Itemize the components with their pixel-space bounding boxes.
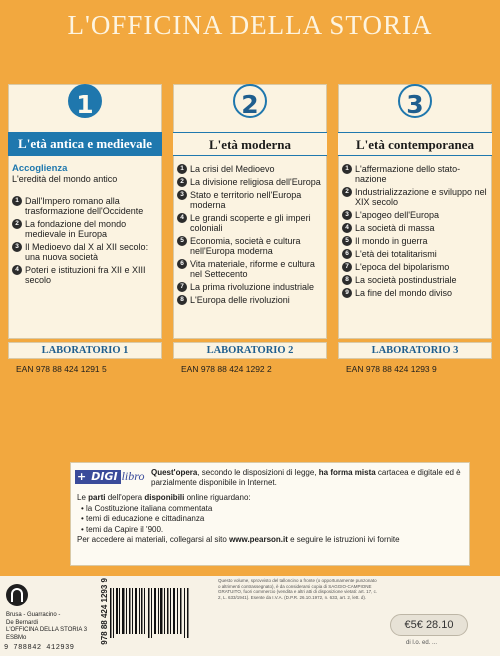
item-text: Il mondo in guerra <box>355 236 428 246</box>
access-pre: Per accedere ai materiali, collegarsi al sito <box>77 535 230 544</box>
digi-libro-word: libro <box>121 469 145 483</box>
item-text: Poteri e istituzioni fra XII e XIII secolo <box>25 265 146 285</box>
number-badge: 7 <box>342 262 352 272</box>
digital-parts <box>77 493 457 546</box>
volume-3 <box>338 84 492 386</box>
access-site: www.pearson.it <box>229 535 288 544</box>
number-badge: 5 <box>177 236 187 246</box>
list-item <box>342 236 490 246</box>
item-text: L'affermazione dello stato-nazione <box>355 164 461 184</box>
barcode-number: 9 788842 412939 <box>4 644 75 652</box>
ean-code: EAN 978 88 424 1293 9 <box>346 364 437 374</box>
digilibro-logo <box>75 469 144 484</box>
item-text: Vita materiale, riforme e cultura nel Settecento <box>190 259 315 279</box>
list-item <box>342 275 490 285</box>
list-item <box>12 242 160 262</box>
number-badge: 6 <box>342 249 352 259</box>
item-text: Industrializzazione e sviluppo nel XIX secolo <box>355 187 487 207</box>
digi-word: DIGI <box>88 470 120 484</box>
list-item <box>342 262 490 272</box>
list-item <box>177 282 325 292</box>
credit-line: Brusa - Guarracino - <box>6 612 61 618</box>
number-badge: 1 <box>12 196 22 206</box>
number-badge: 7 <box>177 282 187 292</box>
list-item <box>177 213 325 233</box>
list-item <box>177 259 325 279</box>
laboratorio-label: LABORATORIO 1 <box>8 342 162 359</box>
parts-item: temi di educazione e cittadinanza <box>86 514 205 523</box>
item-text: La società postindustriale <box>355 275 457 285</box>
list-item <box>12 265 160 285</box>
number-badge: 1 <box>342 164 352 174</box>
list-item: • la Costituzione italiana commentata <box>81 503 213 513</box>
list-item: • temi da Capire il '900. <box>81 524 164 534</box>
volume-heading: L'età contemporanea <box>338 132 492 156</box>
volume-number: 2 <box>241 90 259 119</box>
item-text: La divisione religiosa dell'Europa <box>190 177 321 187</box>
parts-post: online riguardano: <box>184 493 251 502</box>
list-item <box>342 210 490 220</box>
parts-intro <box>77 493 457 504</box>
volume-contents <box>12 164 160 288</box>
list-item <box>342 249 490 259</box>
volume-number: 1 <box>76 90 94 119</box>
item-text: Le grandi scoperte e gli imperi coloniali <box>190 213 311 233</box>
legal-notice: Questo volume, sprovvisto del talloncino a fronte (o opportunamente punzonato o altrimenti contrassegnato), è da considerarsi copia di SAGGIO-CAMPIONE GRATUITO, fuori commercio (vendita e altri atti di disposizione vietati: art. 17, c. 2, L. 633/1941). Esente da I.V.A. (D.P.R. 26.10.1972, n. 633, art. 2, lett. d). <box>218 578 378 600</box>
volume-heading: L'età moderna <box>173 132 327 156</box>
list-item <box>12 219 160 239</box>
book-title: L'OFFICINA DELLA STORIA <box>67 10 433 40</box>
item-text: L'epoca del bipolarismo <box>355 262 450 272</box>
item-text: Dall'Impero romano alla trasformazione dell'Occidente <box>25 196 144 216</box>
list-item <box>177 295 325 305</box>
ean-code: EAN 978 88 424 1291 5 <box>16 364 107 374</box>
credits <box>6 612 96 642</box>
parts-pre: Le <box>77 493 89 502</box>
item-text: La prima rivoluzione industriale <box>190 282 315 292</box>
list-item <box>342 223 490 233</box>
parts-item: la Costituzione italiana commentata <box>86 503 213 513</box>
list-item <box>342 164 490 184</box>
number-badge: 3 <box>12 242 22 252</box>
number-badge: 4 <box>12 265 22 275</box>
item-text: L'età dei totalitarismi <box>355 249 437 259</box>
number-badge: 2 <box>12 219 22 229</box>
parts-bold1: parti <box>88 493 106 502</box>
volume-contents <box>177 164 325 308</box>
list-item <box>342 288 490 298</box>
credit-line: L'OFFICINA DELLA STORIA 3 <box>6 627 88 633</box>
item-text: La società di massa <box>355 223 435 233</box>
item-text: Stato e territorio nell'Europa moderna <box>190 190 302 210</box>
list-item <box>177 164 325 174</box>
volume-contents <box>342 164 490 301</box>
number-badge: 2 <box>342 187 352 197</box>
laboratorio-label: LABORATORIO 2 <box>173 342 327 359</box>
accoglienza-subtitle: L'eredità del mondo antico <box>12 174 118 184</box>
list-item <box>177 236 325 256</box>
list-item <box>177 177 325 187</box>
number-badge: 4 <box>177 213 187 223</box>
item-text: La fine del mondo diviso <box>355 288 453 298</box>
sticker-text: di l.o. ed. ... <box>406 640 438 646</box>
price-sticker: €5€ 28.10 <box>390 614 468 636</box>
digi-intro-bold: Quest'opera <box>151 468 198 477</box>
parts-mid: dell'opera <box>105 493 145 502</box>
number-badge: 4 <box>342 223 352 233</box>
parts-bold2: disponibili <box>144 493 185 502</box>
access-instructions <box>77 535 457 546</box>
volume-heading: L'età antica e medievale <box>8 132 162 156</box>
item-text: Economia, società e cultura nell'Europa moderna <box>190 236 301 256</box>
number-badge: 9 <box>342 288 352 298</box>
access-post: e seguire le istruzioni ivi fornite <box>287 535 400 544</box>
list-item <box>342 187 490 207</box>
digi-intro-1: , secondo le disposizioni di legge, <box>197 468 319 477</box>
isbn-vertical: 978 88 424 1293 9 <box>100 578 109 645</box>
credit-line: De Bernardi <box>6 619 39 626</box>
volume-1 <box>8 84 162 386</box>
publisher-logo <box>6 584 28 606</box>
item-text: Il Medioevo dal X al XII secolo: una nuova società <box>25 242 149 262</box>
item-text: La fondazione del mondo medievale in Europa <box>25 219 127 239</box>
list-item: • temi di educazione e cittadinanza <box>81 514 205 523</box>
number-badge: 3 <box>342 210 352 220</box>
list-item <box>12 196 160 216</box>
number-badge: 8 <box>342 275 352 285</box>
item-text: La crisi del Medioevo <box>190 164 275 174</box>
item-text: L'Europa delle rivoluzioni <box>190 295 290 305</box>
number-badge: 5 <box>342 236 352 246</box>
volume-number: 3 <box>406 90 424 119</box>
accoglienza-title: Accoglienza <box>12 163 68 174</box>
digi-plus: + <box>77 469 87 483</box>
list-item <box>177 190 325 210</box>
laboratorio-label: LABORATORIO 3 <box>338 342 492 359</box>
number-badge: 2 <box>177 177 187 187</box>
digital-notice <box>151 468 461 488</box>
number-badge: 1 <box>177 164 187 174</box>
barcode <box>100 588 200 638</box>
volume-2 <box>173 84 327 386</box>
credit-line: ESBMo <box>6 634 27 641</box>
ean-code: EAN 978 88 424 1292 2 <box>181 364 272 374</box>
digi-intro-bold2: ha forma mista <box>318 468 376 477</box>
digi-intro-2: cartacea e digitale ed è parzialmente disponibile in Internet. <box>151 468 461 487</box>
number-badge: 3 <box>177 190 187 200</box>
number-badge: 6 <box>177 259 187 269</box>
parts-item: temi da Capire il '900. <box>86 524 164 534</box>
digital-edition-box <box>70 462 470 566</box>
item-text: L'apogeo dell'Europa <box>355 210 440 220</box>
number-badge: 8 <box>177 295 187 305</box>
